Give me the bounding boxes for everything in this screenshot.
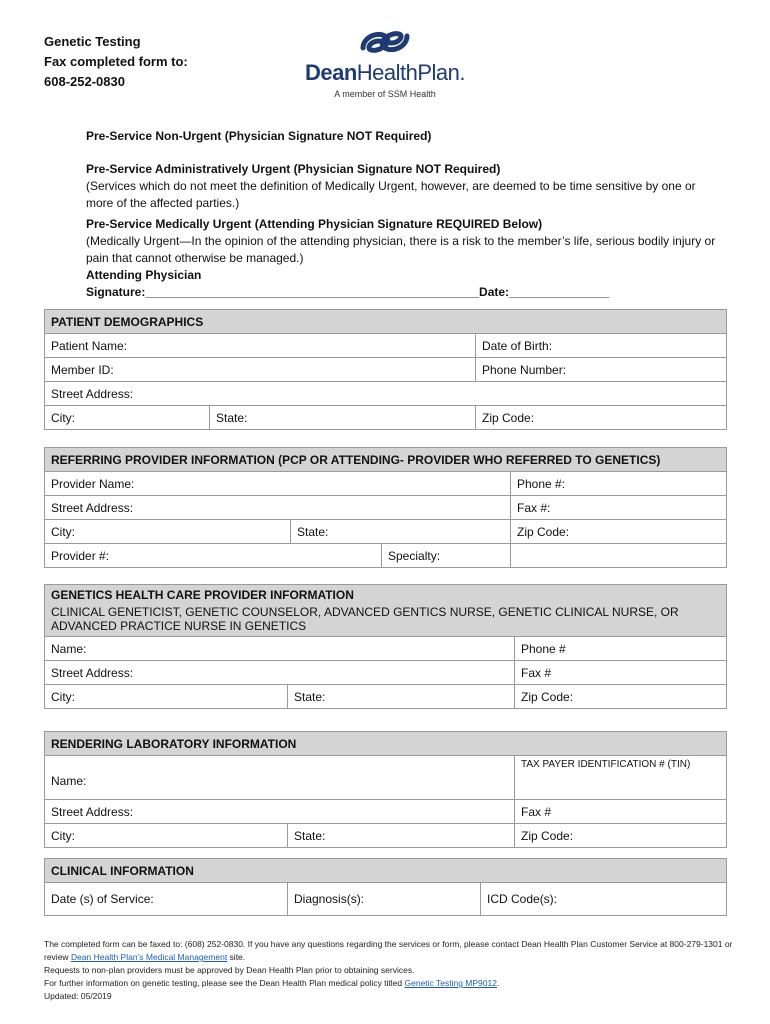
city-field[interactable]: City: <box>45 685 288 709</box>
date-of-service-field[interactable]: Date (s) of Service: <box>45 883 288 916</box>
rendering-laboratory-table <box>44 731 727 848</box>
phone-number-field[interactable]: Phone Number: <box>476 358 727 382</box>
physician-signature-line[interactable]: Attending Physician Signature:__________________________________________________Date:_______________ <box>86 268 610 299</box>
logo-mark-icon <box>359 28 411 56</box>
option-admin-urgent[interactable]: Pre-Service Administratively Urgent (Physician Signature NOT Required) <box>86 162 501 176</box>
fax-instruction: Fax completed form to: <box>44 54 188 69</box>
logo-tagline: A member of SSM Health <box>334 89 436 99</box>
section-title-text: GENETICS HEALTH CARE PROVIDER INFORMATION <box>51 588 354 602</box>
logo-wordmark: DeanHealthPlan. <box>304 60 466 85</box>
section-title: PATIENT DEMOGRAPHICS <box>45 310 727 334</box>
referring-provider-table <box>44 447 727 568</box>
name-field[interactable]: Name: <box>45 756 515 800</box>
phone-field[interactable]: Phone #: <box>511 472 727 496</box>
name-field[interactable]: Name: <box>45 637 515 661</box>
form-title: Genetic Testing <box>44 34 141 49</box>
medical-management-link[interactable]: Dean Health Plan’s Medical Management <box>70 952 228 962</box>
city-field[interactable]: City: <box>45 824 288 848</box>
footer-updated: Updated: 05/2019 <box>44 991 112 1001</box>
zip-code-field[interactable]: Zip Code: <box>476 406 727 430</box>
patient-name-field[interactable]: Patient Name: <box>45 334 476 358</box>
zip-code-field[interactable]: Zip Code: <box>515 685 727 709</box>
dean-health-plan-logo <box>300 28 470 106</box>
specialty-field[interactable]: Specialty: <box>382 544 511 568</box>
footer-notes <box>44 938 744 1003</box>
state-field[interactable]: State: <box>288 685 515 709</box>
footer-policy-note: For further information on genetic testing, please see the Dean Health Plan medical policy titled Genetic Testing MP9012. <box>44 978 500 988</box>
option-non-urgent[interactable]: Pre-Service Non-Urgent (Physician Signature NOT Required) <box>86 129 432 143</box>
state-field[interactable]: State: <box>288 824 515 848</box>
phone-field[interactable]: Phone # <box>515 637 727 661</box>
fax-field[interactable]: Fax #: <box>511 496 727 520</box>
icd-code-field[interactable]: ICD Code(s): <box>481 883 727 916</box>
section-title <box>45 585 727 637</box>
state-field[interactable]: State: <box>210 406 476 430</box>
fax-number: 608-252-0830 <box>44 74 125 89</box>
genetics-provider-table <box>44 584 727 709</box>
footer-approval-note: Requests to non-plan providers must be approved by Dean Health Plan prior to obtaining services. <box>44 965 415 975</box>
diagnosis-field[interactable]: Diagnosis(s): <box>288 883 481 916</box>
section-title: RENDERING LABORATORY INFORMATION <box>45 732 727 756</box>
urgency-options <box>86 128 716 301</box>
form-header <box>44 32 188 92</box>
zip-code-field[interactable]: Zip Code: <box>511 520 727 544</box>
fax-field[interactable]: Fax # <box>515 800 727 824</box>
tin-field[interactable]: TAX PAYER IDENTIFICATION # (TIN) <box>515 756 727 800</box>
street-address-field[interactable]: Street Address: <box>45 496 511 520</box>
admin-urgent-description: (Services which do not meet the definition of Medically Urgent, however, are deemed to be time sensitive by one or more of the affected parties.) <box>86 179 696 210</box>
medically-urgent-description: (Medically Urgent—In the opinion of the attending physician, there is a risk to the member’s life, serious bodily injury or pain that cannot otherwise be managed.) <box>86 234 716 265</box>
street-address-field[interactable]: Street Address: <box>45 800 515 824</box>
fax-field[interactable]: Fax # <box>515 661 727 685</box>
clinical-information-table <box>44 858 727 916</box>
patient-demographics-table <box>44 309 727 430</box>
option-medically-urgent[interactable]: Pre-Service Medically Urgent (Attending Physician Signature REQUIRED Below) <box>86 217 543 231</box>
section-title: CLINICAL INFORMATION <box>45 859 727 883</box>
city-field[interactable]: City: <box>45 520 291 544</box>
zip-code-field[interactable]: Zip Code: <box>515 824 727 848</box>
genetic-testing-policy-link[interactable]: Genetic Testing MP9012 <box>404 978 497 988</box>
city-field[interactable]: City: <box>45 406 210 430</box>
section-title: REFERRING PROVIDER INFORMATION (PCP OR ATTENDING- PROVIDER WHO REFERRED TO GENETICS) <box>45 448 727 472</box>
member-id-field[interactable]: Member ID: <box>45 358 476 382</box>
provider-number-field[interactable]: Provider #: <box>45 544 382 568</box>
state-field[interactable]: State: <box>291 520 511 544</box>
provider-name-field[interactable]: Provider Name: <box>45 472 511 496</box>
section-subtitle: CLINICAL GENETICIST, GENETIC COUNSELOR, ADVANCED GENTICS NURSE, GENETIC CLINICAL NURSE, OR ADVANCED PRACTICE NURSE IN GENETICS <box>51 605 679 633</box>
footer-contact: The completed form can be faxed to: (608) 252-0830. If you have any questions regarding the services or form, please contact Dean Health Plan Customer Service at 800-279-1301 or review Dean Health Plan’s Medical Management site. <box>44 939 733 962</box>
street-address-field[interactable]: Street Address: <box>45 382 727 406</box>
empty-cell <box>511 544 727 568</box>
street-address-field[interactable]: Street Address: <box>45 661 515 685</box>
date-of-birth-field[interactable]: Date of Birth: <box>476 334 727 358</box>
